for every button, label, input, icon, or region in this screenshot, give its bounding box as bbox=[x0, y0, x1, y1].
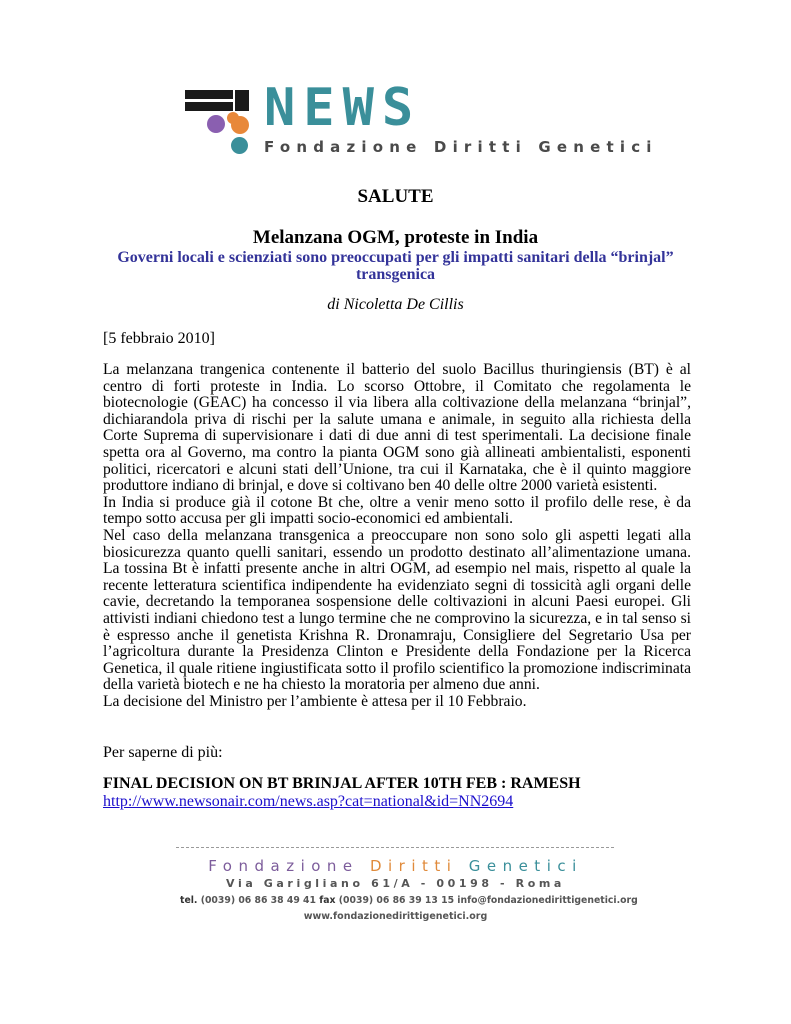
footer-contacts bbox=[180, 895, 638, 906]
tel-label: tel. bbox=[180, 895, 198, 906]
footer-divider bbox=[176, 847, 614, 848]
footer-website: www.fondazionedirittigenetici.org bbox=[303, 911, 488, 922]
logo-news-word: NEWS bbox=[264, 78, 422, 138]
footer-foundation-name bbox=[0, 857, 791, 875]
related-heading: FINAL DECISION ON BT BRINJAL AFTER 10TH FEB : RAMESH bbox=[103, 775, 581, 792]
article-date: [5 febbraio 2010] bbox=[103, 330, 215, 347]
footer-email: info@fondazionedirittigenetici.org bbox=[457, 895, 638, 906]
article-body bbox=[103, 362, 691, 710]
article-subtitle: Governi locali e scienziati sono preoccupati per gli impatti sanitari della “brinjal” transgenica bbox=[117, 249, 674, 283]
body-paragraph: La melanzana trangenica contenente il batterio del suolo Bacillus thuringiensis (BT) è al centro di forti proteste in India. Lo scorso Ottobre, il Comitato che regolamenta le biotecnologie (GEAC) ha concesso il via libera alla coltivazione della melanzana “brinjal”, dichiarandola priva di rischi per la salute umana e animale, in seguito alla richiesta della Corte Suprema di supervisionare i dati di due anni di test sperimentali. La decisione finale spetta ora al Governo, ma contro la pianta OGM sono già allineati ambientalisti, esponenti politici, ricercatori e alcuni stati dell’Unione, tra cui il Karnataka, che è il quinto maggiore produttore indiano di brinjal, e dove si coltivano ben 40 delle oltre 2000 varietà esistenti. bbox=[103, 361, 691, 495]
logo-dot-teal bbox=[231, 137, 248, 154]
body-paragraph: Nel caso della melanzana transgenica a preoccupare non sono solo gli aspetti legati alla biosicurezza quanto quelli sanitari, essendo un prodotto destinato all’alimentazione umana. La tossina Bt è infatti presente anche in altri OGM, ad esempio nel mais, rispetto al quale la recente letteratura scientifica indipendente ha evidenziato segni di tossicità agli organi delle cavie, decretando la temporanea sospensione delle coltivazioni in alcuni Paesi europei. Gli attivisti indiani chiedono test a lungo termine che ne comprovino la sicurezza, e in tal senso si è espresso anche il genetista Krishna R. Dronamraju, Consigliere del Segretario Usa per l’agricoltura durante la Presidenza Clinton e Presidente della Fondazione per la Ricerca Genetica, il quale ritiene ingiustificata sotto il profilo scientifico la promozione indiscriminata della varietà biotech e ne ha chiesto la moratoria per almeno due anni. bbox=[103, 526, 691, 694]
footer-name-word-1: Fondazione bbox=[208, 857, 359, 875]
header-logo bbox=[0, 0, 791, 170]
related-link[interactable]: http://www.newsonair.com/news.asp?cat=national&id=NN2694 bbox=[103, 793, 514, 810]
body-paragraph: La decisione del Ministro per l’ambiente è attesa per il 10 Febbraio. bbox=[103, 692, 527, 710]
article-title: Melanzana OGM, proteste in India bbox=[252, 227, 539, 248]
body-paragraph: In India si produce già il cotone Bt che, oltre a venir meno sotto il profilo delle rese, è da tempo sotto accusa per gli impatti socio-economici ed ambientali. bbox=[103, 493, 691, 528]
logo-foundation-name: Fondazione Diritti Genetici bbox=[264, 138, 658, 156]
tel-number: (0039) 06 86 38 49 41 bbox=[200, 895, 316, 906]
footer-name-word-2: Diritti bbox=[369, 857, 458, 875]
more-info-label: Per saperne di più: bbox=[103, 744, 223, 761]
logo-mark-icon bbox=[185, 88, 255, 158]
footer-name-word-3: Genetici bbox=[468, 857, 583, 875]
footer-address: Via Garigliano 61/A - 00198 - Roma bbox=[226, 877, 565, 890]
article-byline: di Nicoletta De Cillis bbox=[327, 296, 464, 313]
fax-number: (0039) 06 86 39 13 15 bbox=[338, 895, 455, 906]
logo-dot-purple bbox=[207, 115, 225, 133]
logo-dot-orange bbox=[231, 116, 249, 134]
section-label: SALUTE bbox=[357, 186, 434, 207]
fax-label: fax bbox=[319, 895, 336, 906]
